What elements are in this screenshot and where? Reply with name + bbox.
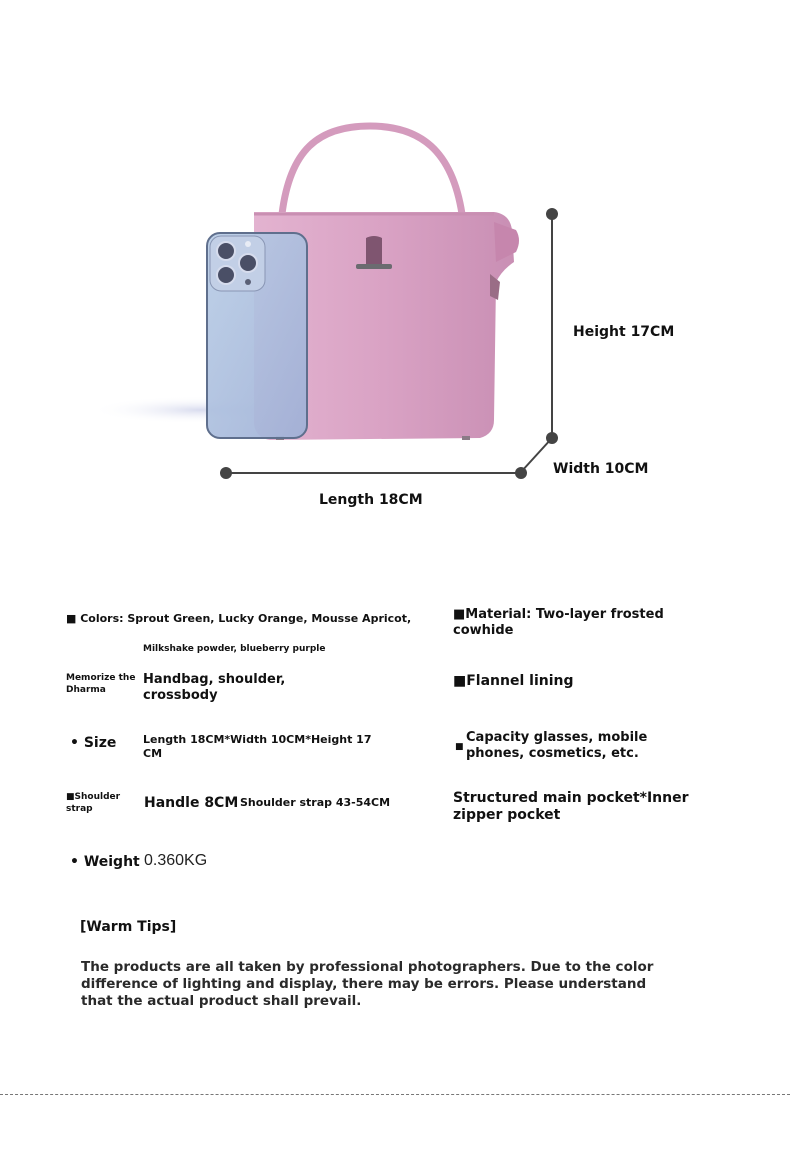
- capacity: Capacity glasses, mobile phones, cosmetics, etc.: [466, 730, 648, 761]
- camera-lens-3: [217, 266, 235, 284]
- colors-line-2: Milkshake powder, blueberry purple: [143, 644, 326, 654]
- bag-side-strap: [494, 222, 519, 262]
- colors-line-1: ■ Colors: Sprout Green, Lucky Orange, Mousse Apricot,: [66, 612, 412, 625]
- length-left-dot: [220, 467, 232, 479]
- handle-value: Handle 8CM: [144, 795, 239, 811]
- lining: ■Flannel lining: [453, 673, 574, 689]
- camera-flash: [245, 241, 251, 247]
- bag-foot-right: [462, 436, 470, 440]
- width-label: Width 10CM: [553, 461, 649, 477]
- length-right-dot: [515, 467, 527, 479]
- camera-lens-2: [239, 254, 257, 272]
- bag-clasp: [366, 236, 382, 264]
- size-value: Length 18CM*Width 10CM*Height 17 CM: [143, 733, 372, 760]
- size-label: • Size: [70, 735, 117, 751]
- weight-label: • Weight: [70, 854, 140, 870]
- tips-body: The products are all taken by professional photographers. Due to the color difference of lighting and display, there may be errors. Please understand that the actual product shall prevail.: [81, 959, 654, 1009]
- camera-lens-1: [217, 242, 235, 260]
- capacity-bullet: ■: [455, 742, 464, 752]
- dashed-divider: [0, 1094, 790, 1095]
- strap-value: Shoulder strap 43-54CM: [240, 796, 391, 809]
- tips-title: [Warm Tips]: [80, 919, 177, 935]
- shoulder-label: ■Shoulder strap: [66, 792, 121, 814]
- weight-value: 0.360KG: [144, 852, 208, 869]
- material: ■Material: Two-layer frosted cowhide: [453, 607, 664, 638]
- bag-toggle: [356, 264, 392, 269]
- bag-handle: [282, 126, 462, 214]
- memorize-label: Memorize the Dharma: [66, 673, 136, 695]
- width-line: [521, 438, 552, 472]
- product-illustration: [0, 0, 790, 560]
- carry-value: Handbag, shoulder, crossbody: [143, 672, 286, 703]
- length-label: Length 18CM: [319, 492, 423, 508]
- height-top-dot: [546, 208, 558, 220]
- height-label: Height 17CM: [573, 324, 675, 340]
- camera-sensor: [245, 279, 251, 285]
- pocket: Structured main pocket*Inner zipper pocket: [453, 790, 689, 823]
